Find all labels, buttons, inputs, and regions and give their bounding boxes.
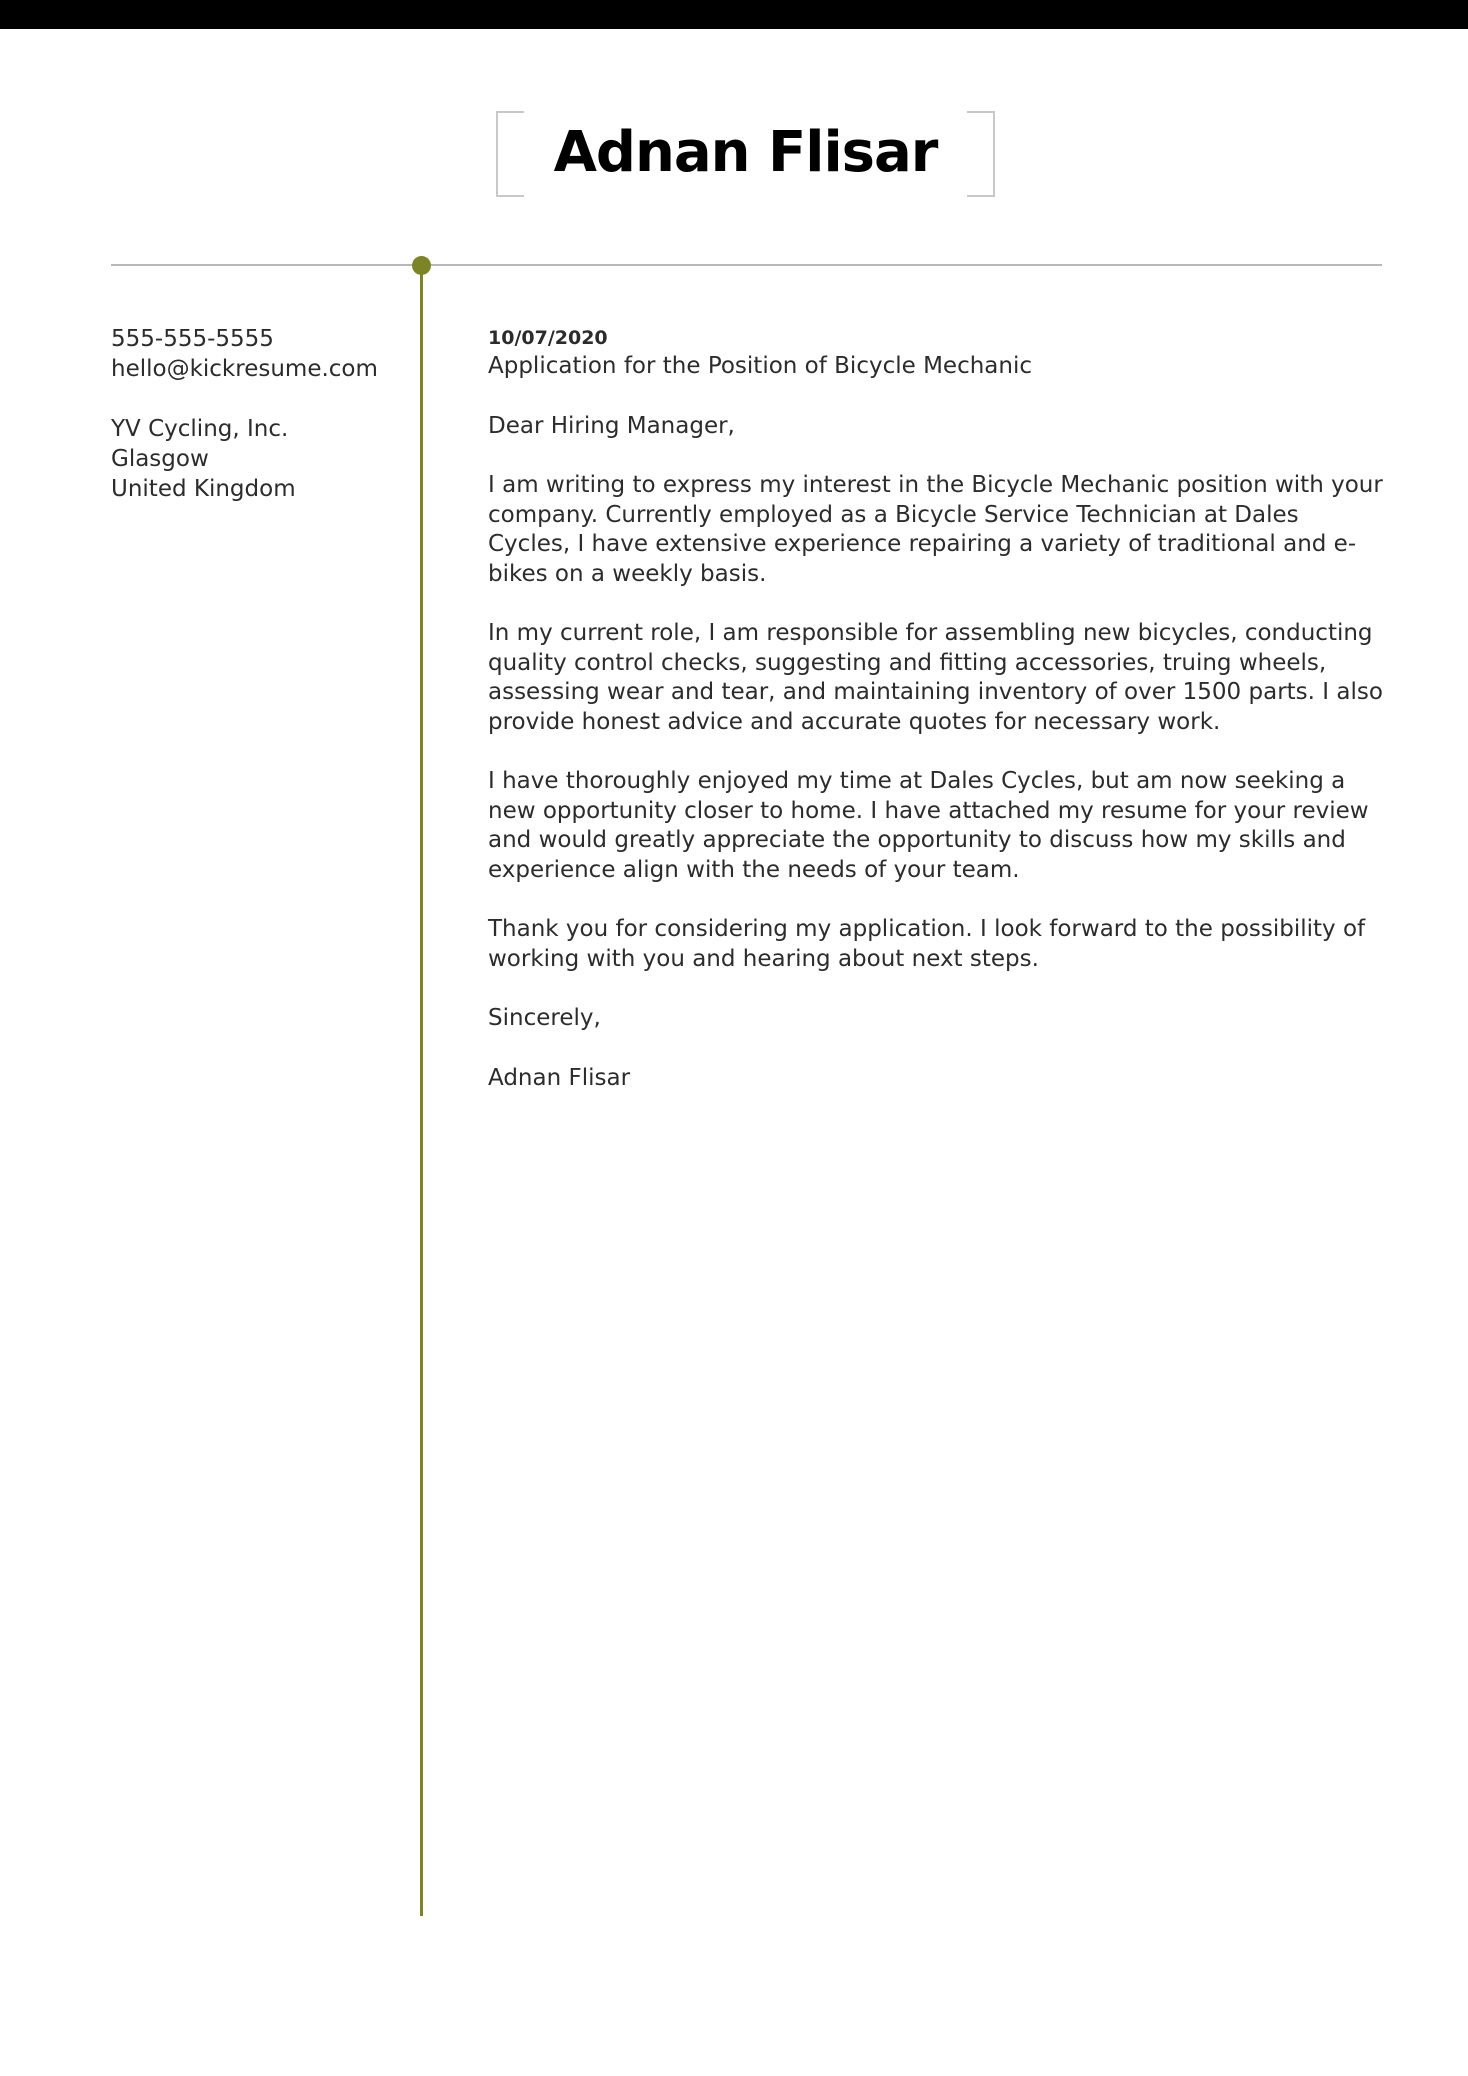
divider-dot — [412, 256, 431, 275]
sidebar-spacer — [111, 384, 401, 414]
recipient-city: Glasgow — [111, 446, 209, 472]
recipient-company: YV Cycling, Inc. — [111, 416, 289, 442]
phone-number: 555-555-5555 — [111, 326, 274, 352]
letter-date: 10/07/2020 — [488, 327, 608, 349]
signature: Adnan Flisar — [488, 1064, 631, 1091]
paragraph-motivation: I have thoroughly enjoyed my time at Dales Cycles, but am now seeking a new opportunity closer to home. I have attached my resume for your review and would greatly appreciate the opportunity to discuss how my skills and experience align with the needs of your team. — [488, 768, 1369, 883]
letter-subject: Application for the Position of Bicycle Mechanic — [488, 353, 1033, 379]
paragraph-intro: I am writing to express my interest in the Bicycle Mechanic position with your company. Currently employed as a Bicycle Service Technician at Dales Cycles, I have extensive experience repairing a variety of traditional and e-bikes on a weekly basis. — [488, 472, 1383, 587]
applicant-name: Adnan Flisar — [553, 120, 938, 185]
recipient-country: United Kingdom — [111, 476, 296, 502]
name-header — [496, 111, 995, 195]
horizontal-divider — [111, 264, 1382, 266]
closing: Sincerely, — [488, 1005, 601, 1031]
email-address: hello@kickresume.com — [111, 356, 378, 382]
salutation: Dear Hiring Manager, — [488, 412, 735, 439]
letter-body — [488, 324, 1388, 1123]
top-bar — [0, 0, 1468, 29]
paragraph-thanks: Thank you for considering my application. I look forward to the possibility of working with you and hearing about next steps. — [488, 916, 1366, 972]
paragraph-current-role: In my current role, I am responsible for assembling new bicycles, conducting quality control checks, suggesting and fitting accessories, truing wheels, assessing wear and tear, and maintaining inventory of over 1500 parts. I also provide honest advice and accurate quotes for necessary work. — [488, 620, 1383, 735]
vertical-divider — [420, 266, 423, 1916]
contact-sidebar — [111, 324, 401, 504]
